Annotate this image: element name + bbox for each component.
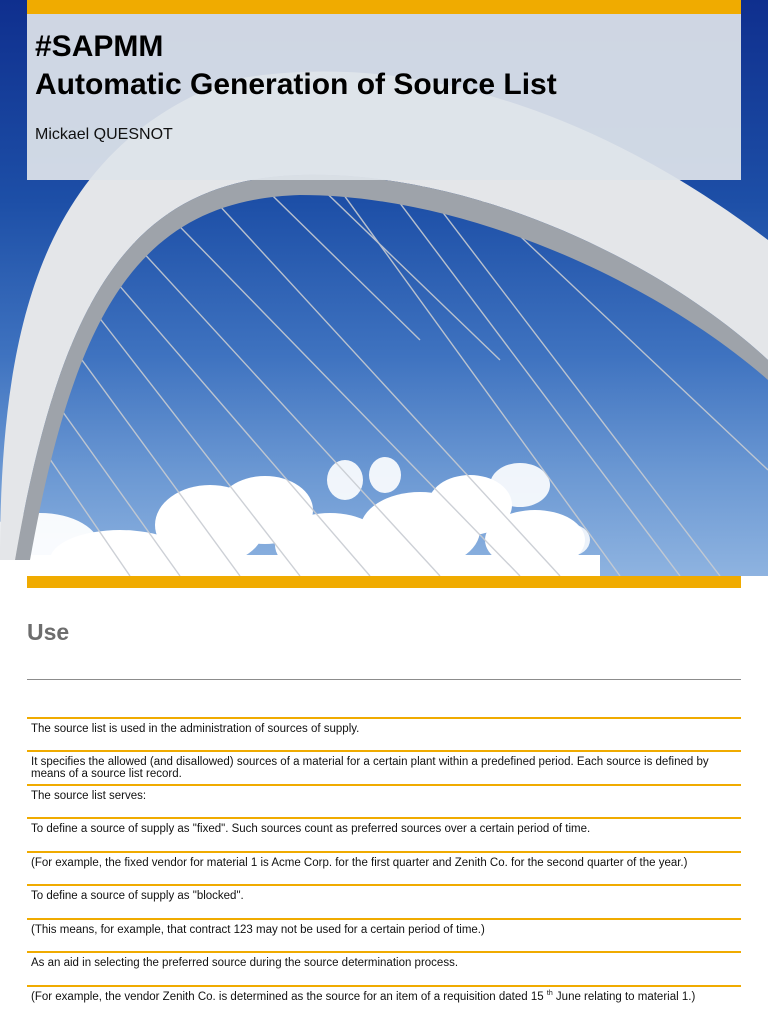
title-box <box>27 14 741 180</box>
row-text-end: June relating to material 1.) <box>555 991 696 1003</box>
title-main: Automatic Generation of Source List <box>35 68 557 101</box>
table-row: To define a source of supply as "blocked". <box>27 884 741 902</box>
table-row: As an aid in selecting the preferred source during the source determination process. <box>27 951 741 969</box>
table-row: To define a source of supply as "fixed". Such sources count as preferred sources over a certain period of time. <box>27 817 741 835</box>
table-row: (This means, for example, that contract 123 may not be used for a certain period of time.) <box>27 918 741 936</box>
row-text-start: (For example, the vendor Zenith Co. is determined as the source for an item of a requisition dated 15 <box>31 991 544 1003</box>
table-row: The source list serves: <box>27 784 741 802</box>
table-row <box>27 985 741 1003</box>
table-row: (For example, the fixed vendor for material 1 is Acme Corp. for the first quarter and Zenith Co. for the second quarter of the year.) <box>27 851 741 869</box>
author-name: Mickael QUESNOT <box>35 126 173 143</box>
table-row: It specifies the allowed (and disallowed) sources of a material for a certain plant within a predefined period. Each source is defined by means of a source list record. <box>27 750 741 780</box>
accent-bar-mid <box>27 576 741 588</box>
accent-bar-top <box>27 0 741 14</box>
table-row: The source list is used in the administration of sources of supply. <box>27 717 741 735</box>
section-heading-use: Use <box>27 619 70 645</box>
row-text-superscript: th <box>546 990 553 997</box>
heading-divider <box>27 679 741 680</box>
title-hashtag: #SAPMM <box>35 30 164 63</box>
